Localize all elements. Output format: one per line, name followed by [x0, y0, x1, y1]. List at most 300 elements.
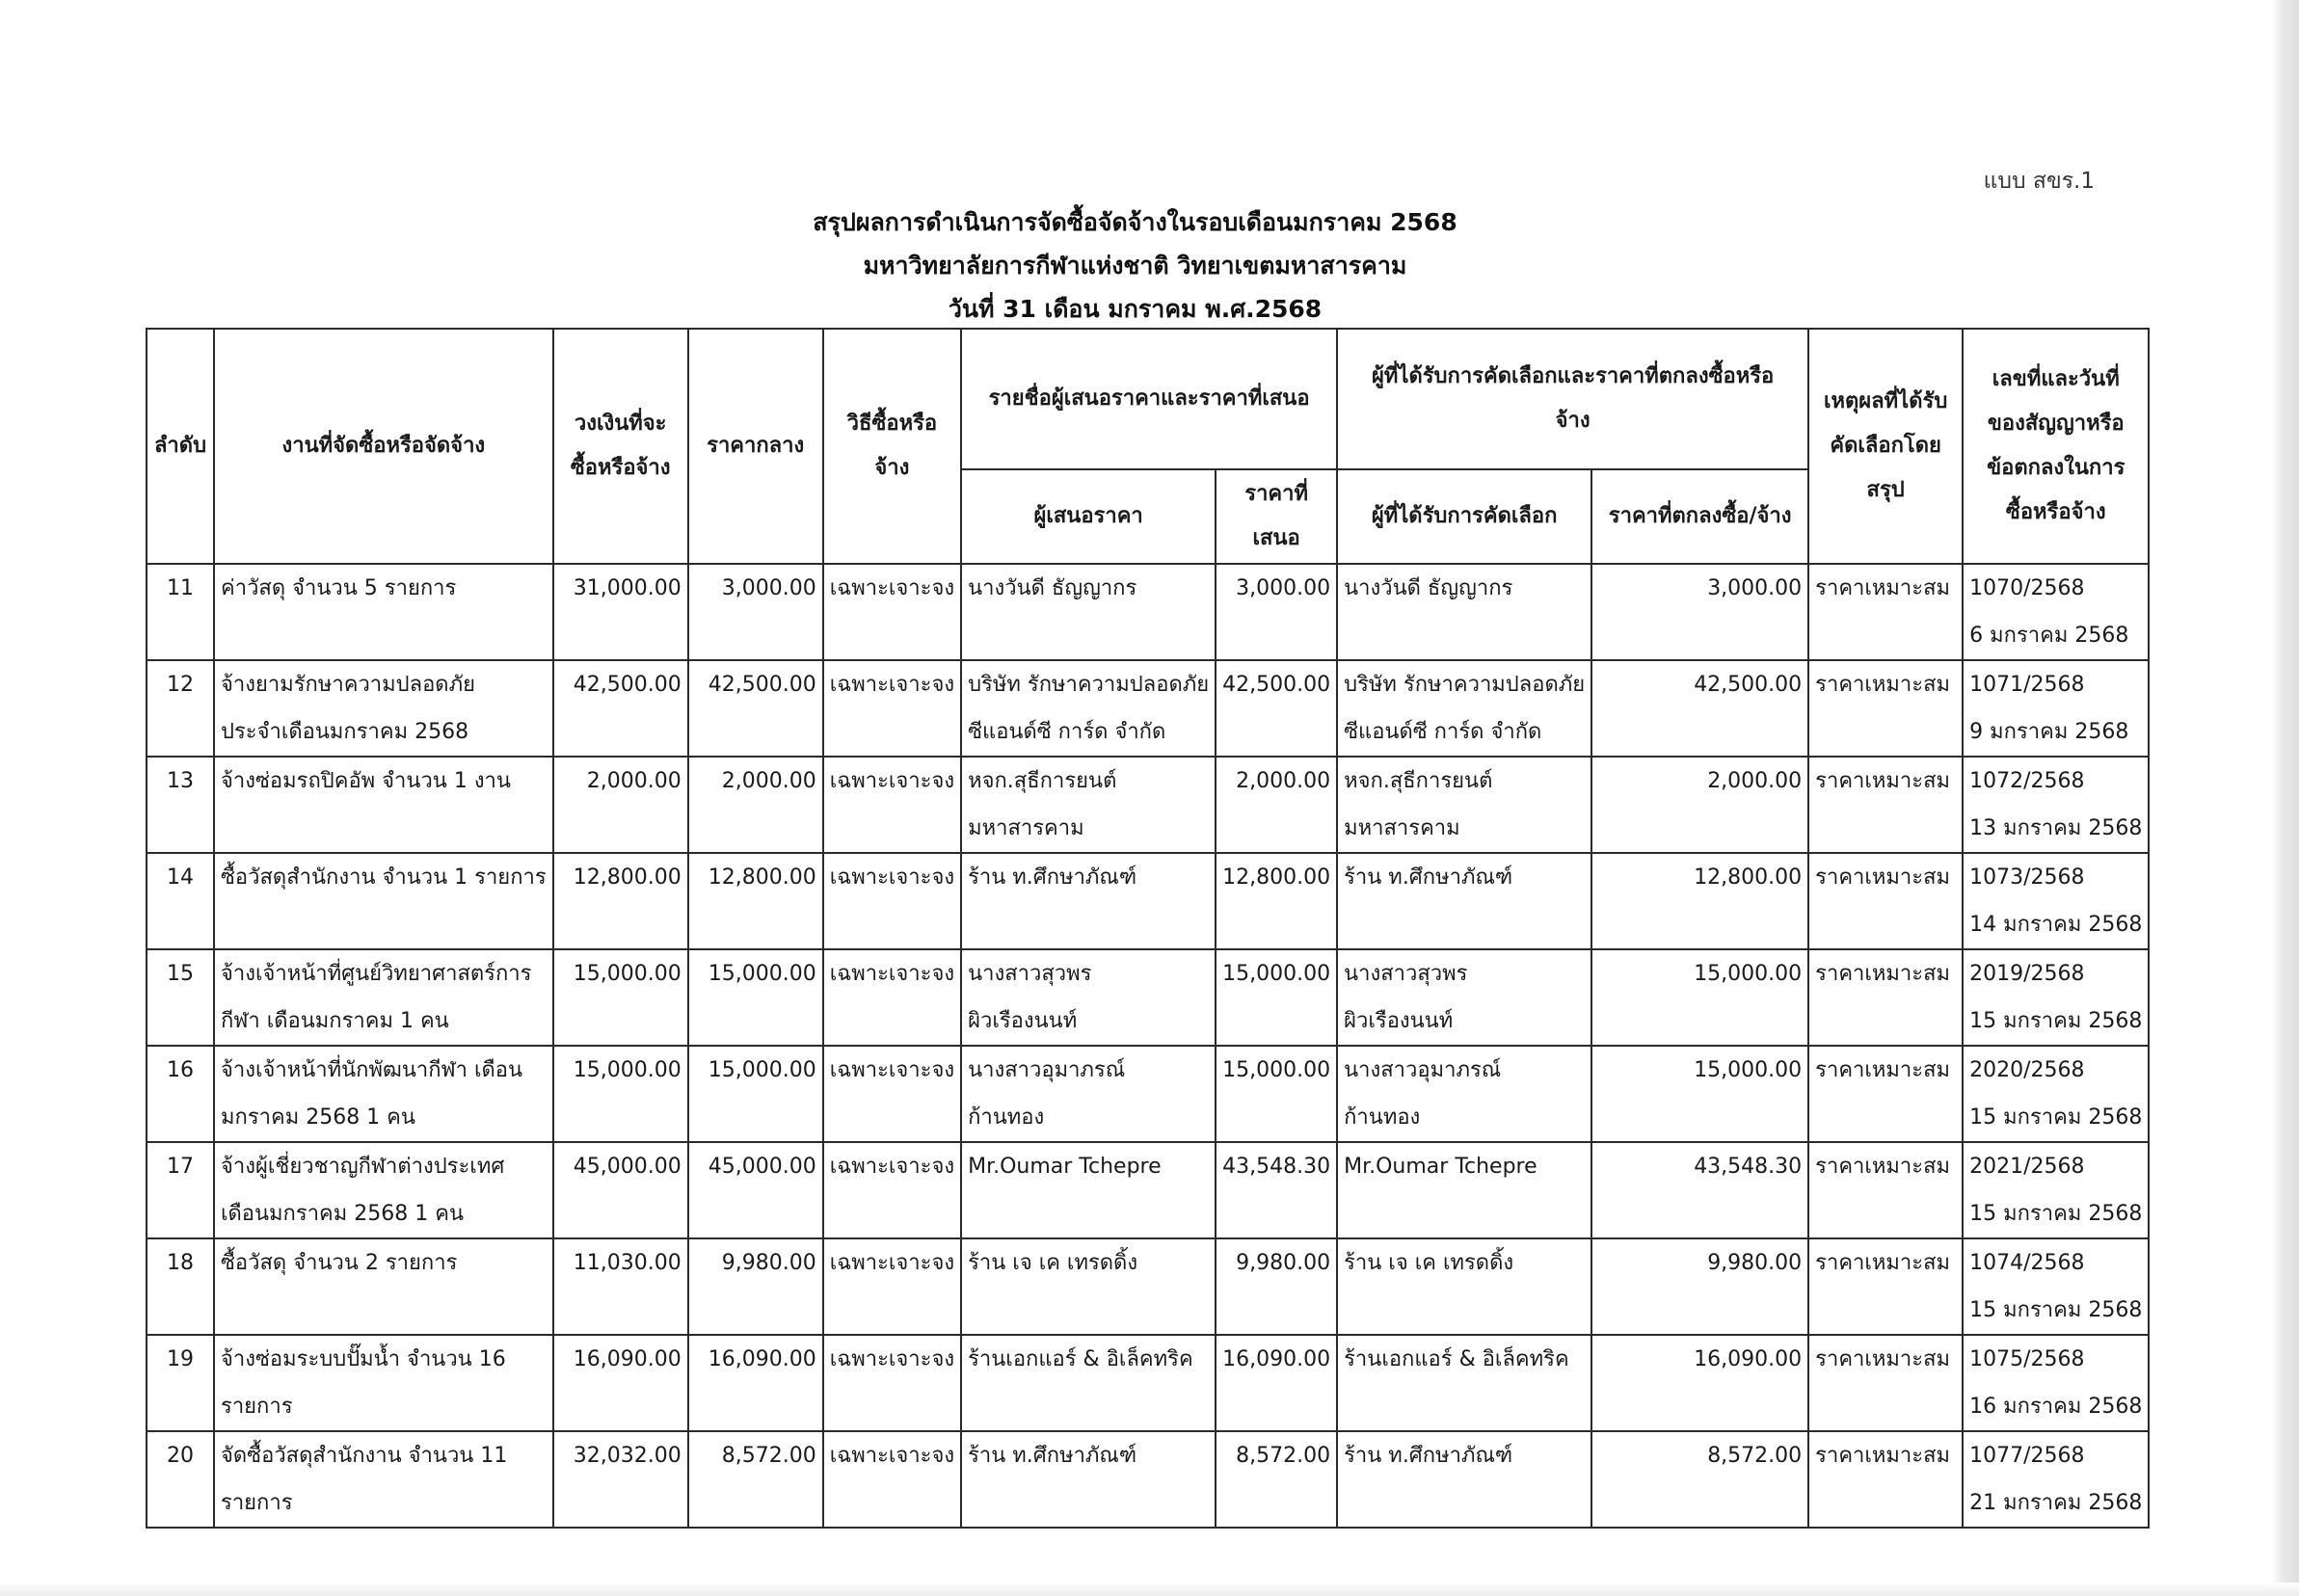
cell-selected-line-2 [1344, 1383, 1585, 1430]
cell-method-line-1: เฉพาะเจาะจง [829, 1155, 955, 1179]
cell-reason-line-1: ราคาเหมาะสม [1815, 576, 1951, 600]
cell-reason-line-1: ราคาเหมาะสม [1815, 769, 1951, 793]
cell-agreed-price-line-1: 2,000.00 [1707, 769, 1803, 793]
cell-contract-line-1: 2020/2568 [1969, 1058, 2085, 1082]
header-budget [553, 329, 688, 564]
table-row [147, 949, 2149, 1046]
cell-selected [1337, 853, 1591, 949]
cell-contract [1963, 660, 2149, 757]
cell-contract [1963, 1046, 2149, 1142]
cell-offerer-line-2 [968, 1190, 1209, 1237]
cell-item-line-1: จ้างเจ้าหน้าที่ศูนย์วิทยาศาสตร์การ [221, 962, 532, 986]
cell-seq-line-1: 12 [167, 673, 194, 697]
table-row [147, 1238, 2149, 1335]
cell-reason [1808, 853, 1963, 949]
cell-item [214, 853, 553, 949]
header-selected-line-1: ผู้ที่ได้รับการคัดเลือกและราคาที่ตกลงซื้อหรือ [1371, 364, 1775, 388]
cell-offerer-line-1: Mr.Oumar Tchepre [968, 1155, 1162, 1179]
cell-median [688, 1142, 823, 1238]
cell-selected [1337, 1046, 1591, 1142]
cell-method-line-1: เฉพาะเจาะจง [829, 769, 955, 793]
cell-offerer-line-1: บริษัท รักษาความปลอดภัย [968, 673, 1210, 697]
cell-selected [1337, 757, 1591, 853]
cell-offer-price [1216, 660, 1337, 757]
cell-seq-line-1: 20 [167, 1444, 194, 1468]
table-row [147, 853, 2149, 949]
cell-seq [147, 1142, 214, 1238]
cell-offer-price-line-1: 42,500.00 [1222, 673, 1331, 697]
header-method-line-2: จ้าง [874, 456, 910, 480]
document-title [0, 200, 2270, 331]
cell-seq-line-1: 16 [167, 1058, 194, 1082]
cell-offerer-line-1: หจก.สุธีการยนต์ [968, 769, 1117, 793]
cell-item-line-2 [221, 1287, 547, 1334]
cell-method-line-1: เฉพาะเจาะจง [829, 1058, 955, 1082]
cell-budget-line-1: 45,000.00 [573, 1155, 682, 1179]
cell-agreed-price-line-1: 16,090.00 [1694, 1347, 1803, 1371]
cell-median-line-1: 12,800.00 [708, 865, 816, 890]
table-row [147, 1142, 2149, 1238]
cell-median [688, 853, 823, 949]
cell-reason-line-1: ราคาเหมาะสม [1815, 1251, 1951, 1275]
cell-offerer-line-1: นางสาวสุวพร [968, 962, 1092, 986]
cell-contract-line-1: 1071/2568 [1969, 673, 2085, 697]
cell-selected-line-1: นางวันดี ธัญญากร [1344, 576, 1513, 600]
cell-contract [1963, 1335, 2149, 1431]
title-line-2: มหาวิทยาลัยการกีฬาแห่งชาติ วิทยาเขตมหาสารคาม [863, 252, 1407, 279]
cell-median-line-1: 16,090.00 [708, 1347, 816, 1371]
cell-contract-line-2: 15 มกราคม 2568 [1969, 1105, 2143, 1130]
cell-contract [1963, 949, 2149, 1046]
header-contract-line-4: ซื้อหรือจ้าง [2005, 500, 2106, 524]
cell-selected-line-1: นางสาวสุวพร [1344, 962, 1468, 986]
table-row [147, 1046, 2149, 1142]
cell-budget [553, 660, 688, 757]
cell-budget-line-1: 15,000.00 [573, 962, 682, 986]
cell-offer-price [1216, 949, 1337, 1046]
cell-offerer [961, 660, 1216, 757]
cell-reason [1808, 1046, 1963, 1142]
cell-method [823, 757, 961, 853]
cell-budget [553, 1046, 688, 1142]
page-right-edge-shadow [2272, 0, 2299, 1596]
cell-selected [1337, 1238, 1591, 1335]
cell-method [823, 1238, 961, 1335]
cell-selected-line-1: ร้าน ท.ศึกษาภัณฑ์ [1344, 865, 1513, 890]
cell-budget [553, 949, 688, 1046]
cell-agreed-price-line-1: 15,000.00 [1694, 1058, 1803, 1082]
cell-offerer-line-2: มหาสารคาม [968, 816, 1084, 840]
cell-seq [147, 564, 214, 660]
cell-item [214, 660, 553, 757]
cell-median-line-1: 42,500.00 [708, 673, 816, 697]
header-reason-line-2: คัดเลือกโดยสรุป [1830, 434, 1941, 502]
cell-contract-line-1: 1070/2568 [1969, 576, 2085, 600]
cell-offerer-line-1: ร้านเอกแอร์ & อิเล็คทริค [968, 1347, 1193, 1371]
cell-contract-line-2: 15 มกราคม 2568 [1969, 1009, 2143, 1033]
cell-offer-price-line-1: 15,000.00 [1222, 1058, 1331, 1082]
cell-item-line-1: ค่าวัสดุ จำนวน 5 รายการ [221, 576, 457, 600]
header-reason [1808, 329, 1963, 564]
cell-contract-line-1: 1077/2568 [1969, 1444, 2085, 1468]
cell-selected [1337, 949, 1591, 1046]
cell-item-line-1: จ้างซ่อมระบบปั๊มน้ำ จำนวน 16 [221, 1347, 506, 1371]
cell-contract-line-1: 1074/2568 [1969, 1251, 2085, 1275]
cell-selected [1337, 1335, 1591, 1431]
cell-seq [147, 1238, 214, 1335]
cell-offer-price-line-1: 2,000.00 [1236, 769, 1331, 793]
cell-contract-line-2: 15 มกราคม 2568 [1969, 1298, 2143, 1322]
cell-agreed-price-line-1: 3,000.00 [1707, 576, 1803, 600]
cell-budget-line-1: 42,500.00 [573, 673, 682, 697]
cell-budget-line-1: 11,030.00 [573, 1251, 682, 1275]
header-contract [1963, 329, 2149, 564]
cell-agreed-price-line-1: 42,500.00 [1694, 673, 1803, 697]
cell-item-line-1: จัดซื้อวัสดุสำนักงาน จำนวน 11 [221, 1444, 508, 1468]
cell-item-line-1: ซื้อวัสดุ จำนวน 2 รายการ [221, 1251, 458, 1275]
table-body [147, 564, 2149, 1528]
cell-offer-price [1216, 1335, 1337, 1431]
cell-item [214, 1142, 553, 1238]
header-contract-line-3: ข้อตกลงในการ [1987, 456, 2125, 480]
cell-item-line-1: จ้างยามรักษาความปลอดภัย [221, 673, 475, 697]
table-row [147, 564, 2149, 660]
cell-agreed-price [1591, 1142, 1808, 1238]
cell-item-line-2: เดือนมกราคม 2568 1 คน [221, 1202, 464, 1226]
header-selected-name: ผู้ที่ได้รับการคัดเลือก [1337, 469, 1591, 564]
cell-offerer-line-2 [968, 612, 1209, 659]
cell-seq-line-1: 13 [167, 769, 194, 793]
cell-item-line-1: จ้างผู้เชี่ยวชาญกีฬาต่างประเทศ [221, 1155, 505, 1179]
cell-median [688, 564, 823, 660]
cell-reason [1808, 660, 1963, 757]
cell-reason [1808, 757, 1963, 853]
cell-median-line-1: 15,000.00 [708, 962, 816, 986]
cell-reason-line-1: ราคาเหมาะสม [1815, 1347, 1951, 1371]
cell-agreed-price-line-1: 12,800.00 [1694, 865, 1803, 890]
header-selected [1337, 329, 1808, 469]
cell-median [688, 1238, 823, 1335]
cell-reason [1808, 564, 1963, 660]
cell-reason [1808, 1238, 1963, 1335]
cell-contract [1963, 1238, 2149, 1335]
cell-offer-price [1216, 757, 1337, 853]
cell-selected-line-2: ผิวเรืองนนท์ [1344, 1009, 1454, 1033]
cell-reason [1808, 1431, 1963, 1528]
cell-seq [147, 1431, 214, 1528]
cell-offer-price-line-1: 8,572.00 [1236, 1444, 1331, 1468]
cell-method-line-1: เฉพาะเจาะจง [829, 1347, 955, 1371]
cell-budget [553, 757, 688, 853]
cell-seq [147, 1335, 214, 1431]
cell-seq-line-1: 15 [167, 962, 194, 986]
cell-method-line-1: เฉพาะเจาะจง [829, 576, 955, 600]
cell-agreed-price-line-1: 9,980.00 [1707, 1251, 1803, 1275]
header-item: งานที่จัดซื้อหรือจัดจ้าง [214, 329, 553, 564]
cell-item [214, 1431, 553, 1528]
cell-offer-price-line-1: 3,000.00 [1236, 576, 1331, 600]
cell-contract-line-1: 2019/2568 [1969, 962, 2085, 986]
cell-median-line-1: 45,000.00 [708, 1155, 816, 1179]
table-row [147, 1431, 2149, 1528]
cell-offerer [961, 1142, 1216, 1238]
cell-offer-price [1216, 853, 1337, 949]
cell-median-line-1: 8,572.00 [721, 1444, 816, 1468]
table-row [147, 660, 2149, 757]
cell-agreed-price [1591, 660, 1808, 757]
procurement-table [146, 328, 2150, 1529]
cell-selected [1337, 660, 1591, 757]
cell-offerer-line-2: ก้านทอง [968, 1105, 1045, 1130]
cell-agreed-price-line-1: 8,572.00 [1707, 1444, 1803, 1468]
cell-median [688, 757, 823, 853]
page-bottom-edge-shadow [0, 1583, 2299, 1596]
cell-item-line-1: ซื้อวัสดุสำนักงาน จำนวน 1 รายการ [221, 865, 547, 890]
cell-method [823, 660, 961, 757]
cell-selected-line-1: บริษัท รักษาความปลอดภัย [1344, 673, 1586, 697]
cell-selected-line-1: หจก.สุธีการยนต์ [1344, 769, 1493, 793]
cell-selected-line-1: ร้าน เจ เค เทรดดิ้ง [1344, 1251, 1514, 1275]
cell-agreed-price [1591, 1431, 1808, 1528]
cell-item-line-2: ประจำเดือนมกราคม 2568 [221, 720, 469, 744]
cell-item-line-2 [221, 805, 547, 852]
cell-contract [1963, 1142, 2149, 1238]
cell-offerer [961, 1238, 1216, 1335]
cell-method-line-1: เฉพาะเจาะจง [829, 673, 955, 697]
cell-method [823, 1046, 961, 1142]
cell-agreed-price [1591, 1238, 1808, 1335]
cell-selected-line-2: ก้านทอง [1344, 1105, 1421, 1130]
cell-agreed-price-line-1: 43,548.30 [1694, 1155, 1803, 1179]
cell-median [688, 1046, 823, 1142]
cell-offerer [961, 757, 1216, 853]
cell-offer-price [1216, 1431, 1337, 1528]
cell-item-line-1: จ้างเจ้าหน้าที่นักพัฒนากีฬา เดือน [221, 1058, 523, 1082]
cell-selected-line-2 [1344, 901, 1585, 948]
header-reason-line-1: เหตุผลที่ได้รับ [1823, 389, 1948, 413]
cell-offerer [961, 1046, 1216, 1142]
cell-method-line-1: เฉพาะเจาะจง [829, 1444, 955, 1468]
cell-offerer [961, 564, 1216, 660]
cell-offerer-line-1: ร้าน ท.ศึกษาภัณฑ์ [968, 865, 1137, 890]
cell-item-line-2 [221, 612, 547, 659]
cell-seq [147, 660, 214, 757]
cell-agreed-price [1591, 949, 1808, 1046]
title-line-3: วันที่ 31 เดือน มกราคม พ.ศ.2568 [948, 295, 1323, 323]
cell-method-line-1: เฉพาะเจาะจง [829, 1251, 955, 1275]
cell-contract-line-1: 1072/2568 [1969, 769, 2085, 793]
cell-budget-line-1: 15,000.00 [573, 1058, 682, 1082]
cell-agreed-price-line-1: 15,000.00 [1694, 962, 1803, 986]
cell-item-line-2 [221, 901, 547, 948]
cell-offerer [961, 949, 1216, 1046]
cell-median-line-1: 15,000.00 [708, 1058, 816, 1082]
cell-contract-line-2: 16 มกราคม 2568 [1969, 1395, 2143, 1419]
cell-median [688, 660, 823, 757]
cell-offer-price [1216, 1142, 1337, 1238]
cell-method-line-1: เฉพาะเจาะจง [829, 962, 955, 986]
cell-method [823, 949, 961, 1046]
cell-offerer-line-2 [968, 1479, 1209, 1527]
cell-median-line-1: 9,980.00 [721, 1251, 816, 1275]
cell-agreed-price [1591, 1046, 1808, 1142]
cell-seq [147, 1046, 214, 1142]
cell-seq [147, 853, 214, 949]
cell-reason-line-1: ราคาเหมาะสม [1815, 962, 1951, 986]
cell-offerer-line-2 [968, 901, 1209, 948]
cell-offerer-line-2: ซีแอนด์ซี การ์ด จำกัด [968, 720, 1166, 744]
cell-contract [1963, 564, 2149, 660]
cell-seq-line-1: 11 [167, 576, 194, 600]
cell-seq [147, 949, 214, 1046]
cell-reason [1808, 949, 1963, 1046]
cell-contract-line-2: 14 มกราคม 2568 [1969, 913, 2143, 937]
cell-budget-line-1: 16,090.00 [573, 1347, 682, 1371]
cell-item-line-2: รายการ [221, 1491, 293, 1515]
cell-budget [553, 564, 688, 660]
header-offerer: ผู้เสนอราคา [961, 469, 1216, 564]
cell-item-line-2: รายการ [221, 1395, 293, 1419]
cell-reason-line-1: ราคาเหมาะสม [1815, 1058, 1951, 1082]
cell-selected-line-2: มหาสารคาม [1344, 816, 1460, 840]
cell-budget [553, 1142, 688, 1238]
cell-budget-line-1: 12,800.00 [573, 865, 682, 890]
cell-reason [1808, 1142, 1963, 1238]
cell-method [823, 1431, 961, 1528]
cell-selected-line-2 [1344, 1287, 1585, 1334]
cell-reason-line-1: ราคาเหมาะสม [1815, 865, 1951, 890]
cell-item-line-1: จ้างซ่อมรถปิคอัพ จำนวน 1 งาน [221, 769, 511, 793]
cell-budget-line-1: 32,032.00 [573, 1444, 682, 1468]
cell-median [688, 1335, 823, 1431]
cell-item [214, 1335, 553, 1431]
cell-item [214, 1238, 553, 1335]
cell-median-line-1: 2,000.00 [721, 769, 816, 793]
cell-contract-line-2: 9 มกราคม 2568 [1969, 720, 2129, 744]
header-budget-line-1: วงเงินที่จะ [574, 412, 667, 436]
cell-median-line-1: 3,000.00 [721, 576, 816, 600]
cell-agreed-price [1591, 564, 1808, 660]
cell-budget [553, 1238, 688, 1335]
cell-contract [1963, 757, 2149, 853]
cell-median [688, 949, 823, 1046]
cell-offer-price-line-1: 16,090.00 [1222, 1347, 1331, 1371]
cell-item-line-2: กีฬา เดือนมกราคม 1 คน [221, 1009, 449, 1033]
cell-contract-line-1: 1075/2568 [1969, 1347, 2085, 1371]
cell-item [214, 949, 553, 1046]
cell-selected-line-2 [1344, 1190, 1585, 1237]
cell-offerer [961, 1431, 1216, 1528]
title-line-1: สรุปผลการดำเนินการจัดซื้อจัดจ้างในรอบเดือนมกราคม 2568 [813, 208, 1457, 236]
table-row [147, 757, 2149, 853]
cell-contract-line-2: 15 มกราคม 2568 [1969, 1202, 2143, 1226]
cell-selected-line-2 [1344, 1479, 1585, 1527]
cell-offer-price [1216, 1046, 1337, 1142]
cell-offerer [961, 853, 1216, 949]
cell-offerer-line-1: ร้าน ท.ศึกษาภัณฑ์ [968, 1444, 1137, 1468]
cell-budget [553, 853, 688, 949]
cell-reason [1808, 1335, 1963, 1431]
cell-budget-line-1: 31,000.00 [573, 576, 682, 600]
cell-offer-price [1216, 564, 1337, 660]
cell-median [688, 1431, 823, 1528]
cell-offerer-line-1: นางวันดี ธัญญากร [968, 576, 1137, 600]
cell-contract-line-2: 13 มกราคม 2568 [1969, 816, 2143, 840]
header-selected-line-2: จ้าง [1555, 409, 1591, 433]
cell-offerer [961, 1335, 1216, 1431]
cell-method [823, 1335, 961, 1431]
cell-selected-line-1: นางสาวอุมาภรณ์ [1344, 1058, 1502, 1082]
cell-agreed-price [1591, 757, 1808, 853]
cell-offer-price-line-1: 12,800.00 [1222, 865, 1331, 890]
header-contract-line-2: ของสัญญาหรือ [1987, 412, 2125, 436]
cell-offer-price [1216, 1238, 1337, 1335]
cell-reason-line-1: ราคาเหมาะสม [1815, 673, 1951, 697]
cell-selected-line-2 [1344, 612, 1585, 659]
cell-seq-line-1: 19 [167, 1347, 194, 1371]
cell-offerer-line-2 [968, 1383, 1209, 1430]
cell-offer-price-line-1: 9,980.00 [1236, 1251, 1331, 1275]
cell-selected [1337, 1431, 1591, 1528]
header-offer-price: ราคาที่เสนอ [1216, 469, 1337, 564]
cell-seq-line-1: 14 [167, 865, 194, 890]
header-agreed-price: ราคาที่ตกลงซื้อ/จ้าง [1591, 469, 1808, 564]
cell-selected [1337, 1142, 1591, 1238]
cell-contract-line-2: 6 มกราคม 2568 [1969, 624, 2129, 648]
cell-method [823, 853, 961, 949]
cell-contract-line-1: 1073/2568 [1969, 865, 2085, 890]
header-median: ราคากลาง [688, 329, 823, 564]
cell-seq-line-1: 17 [167, 1155, 194, 1179]
cell-agreed-price [1591, 1335, 1808, 1431]
cell-item-line-2: มกราคม 2568 1 คน [221, 1105, 415, 1130]
cell-offer-price-line-1: 15,000.00 [1222, 962, 1331, 986]
cell-offerer-line-2 [968, 1287, 1209, 1334]
cell-offerer-line-1: นางสาวอุมาภรณ์ [968, 1058, 1126, 1082]
cell-item [214, 564, 553, 660]
cell-budget [553, 1335, 688, 1431]
cell-selected-line-1: ร้าน ท.ศึกษาภัณฑ์ [1344, 1444, 1513, 1468]
header-seq: ลำดับ [147, 329, 214, 564]
cell-selected-line-1: ร้านเอกแอร์ & อิเล็คทริค [1344, 1347, 1569, 1371]
cell-method [823, 1142, 961, 1238]
cell-seq [147, 757, 214, 853]
cell-seq-line-1: 18 [167, 1251, 194, 1275]
cell-reason-line-1: ราคาเหมาะสม [1815, 1155, 1951, 1179]
cell-agreed-price [1591, 853, 1808, 949]
cell-offerer-line-2: ผิวเรืองนนท์ [968, 1009, 1078, 1033]
cell-item [214, 1046, 553, 1142]
table-row [147, 1335, 2149, 1431]
cell-budget [553, 1431, 688, 1528]
cell-contract [1963, 1431, 2149, 1528]
cell-selected [1337, 564, 1591, 660]
cell-selected-line-2: ซีแอนด์ซี การ์ด จำกัด [1344, 720, 1542, 744]
cell-method-line-1: เฉพาะเจาะจง [829, 865, 955, 890]
cell-contract-line-1: 2021/2568 [1969, 1155, 2085, 1179]
cell-selected-line-1: Mr.Oumar Tchepre [1344, 1155, 1537, 1179]
cell-offerer-line-1: ร้าน เจ เค เทรดดิ้ง [968, 1251, 1138, 1275]
cell-offer-price-line-1: 43,548.30 [1222, 1155, 1331, 1179]
cell-contract [1963, 853, 2149, 949]
cell-contract-line-2: 21 มกราคม 2568 [1969, 1491, 2143, 1515]
header-budget-line-2: ซื้อหรือจ้าง [570, 456, 671, 480]
header-offers: รายชื่อผู้เสนอราคาและราคาที่เสนอ [961, 329, 1337, 469]
header-method [823, 329, 961, 564]
header-method-line-1: วิธีซื้อหรือ [846, 412, 938, 436]
cell-budget-line-1: 2,000.00 [586, 769, 682, 793]
cell-reason-line-1: ราคาเหมาะสม [1815, 1444, 1951, 1468]
